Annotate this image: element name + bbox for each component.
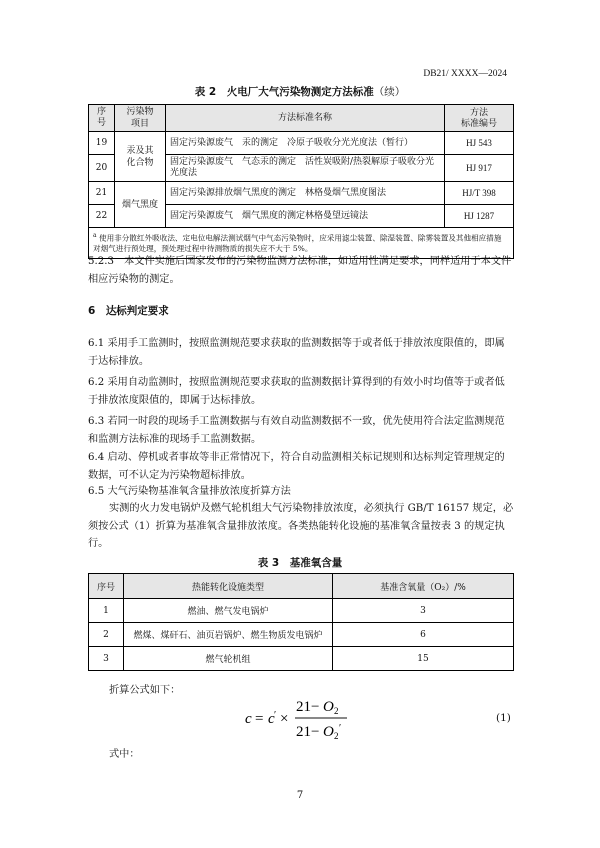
formula-denominator-o: O	[323, 724, 334, 740]
table-row	[89, 132, 514, 155]
table3	[88, 573, 514, 671]
section-6-heading	[88, 303, 169, 318]
formula-equals: =	[255, 711, 264, 727]
table2-cell-name: 固定污染源废气 汞的测定 冷原子吸收分光光度法（暂行）	[166, 132, 445, 155]
table2-caption	[0, 84, 600, 99]
table3-cell-no: 1	[89, 599, 124, 623]
formula-numerator-const: 21−	[296, 699, 320, 715]
clause-6-2: 6.2 采用自动监测时，按照监测规范要求获取的监测数据计算得到的有效小时均值等于或者低于排放浓度限值的，即属于达标排放。	[88, 377, 505, 406]
table3-cell-value: 3	[333, 599, 514, 623]
table3-cell-no: 3	[89, 647, 124, 671]
formula-prime: ′	[274, 710, 277, 721]
clause-6-5-body: 实测的火力发电锅炉及燃气轮机组大气污染物排放浓度，必须执行 GB/T 16157 规定，必须按公式（1）折算为基准氧含量排放浓度。各类热能转化设施的基准氧含量按表 3 的规定执行。	[88, 503, 514, 550]
table2-cell-item: 汞及其 化合物	[115, 132, 166, 182]
table3-cell-type: 燃油、燃气发电锅炉	[124, 599, 333, 623]
clause-6-5-title: 6.5 大气污染物基准氧含量排放浓度折算方法	[88, 486, 291, 497]
formula-numerator-o: O	[323, 699, 334, 715]
table3-cell-type: 燃煤、煤矸石、油页岩锅炉、燃生物质发电锅炉	[124, 623, 333, 647]
table2-cell-code: HJ 917	[445, 155, 514, 182]
table2-note-mark: a	[93, 232, 97, 240]
table2-cell-item: 烟气黑度	[115, 182, 166, 228]
table2-cell-no: 19	[89, 132, 115, 155]
table-row	[89, 623, 514, 647]
section-6-number: 6	[88, 305, 96, 317]
table3-cell-type: 燃气轮机组	[124, 647, 333, 671]
table3-cell-value: 15	[333, 647, 514, 671]
formula-lhs: c	[245, 711, 252, 727]
table2-cell-name: 固定污染源废气 烟气黑度的测定林格曼望远镜法	[166, 205, 445, 228]
page-number: 7	[296, 790, 304, 801]
table3-header-row	[89, 574, 514, 599]
table3-cell-value: 6	[333, 623, 514, 647]
where-label: 式中：	[109, 749, 140, 760]
formula-denominator-const: 21−	[296, 724, 320, 740]
table-row	[89, 599, 514, 623]
clause-5-2-3: 5.2.3 本文件实施后国家发布的污染物监测方法标准，如适用性满足要求，同样适用于本文件相应污染物的测定。	[88, 256, 512, 285]
table2-header-item: 污染物 项目	[115, 105, 166, 132]
formula-numerator-sub: 2	[334, 706, 339, 716]
table-row	[89, 182, 514, 205]
equation-number: (1)	[496, 712, 511, 724]
table2-cell-no: 21	[89, 182, 115, 205]
table2-cell-no: 20	[89, 155, 115, 182]
table2-header-name: 方法标准名称	[166, 105, 445, 132]
table2-cell-code: HJ/T 398	[445, 182, 514, 205]
table3-header-no: 序号	[89, 574, 124, 599]
document-code: DB21/ XXXX—2024	[423, 69, 507, 79]
table2-cell-no: 22	[89, 205, 115, 228]
clause-6-4: 6.4 启动、停机或者事故等非正常情况下，符合自动监测相关标记规则和达标判定管理规定的数据，可不认定为污染物超标排放。	[88, 452, 505, 481]
table2-cell-name: 固定污染源废气 气态汞的测定 活性炭吸附/热裂解原子吸收分光光度法	[166, 155, 445, 182]
formula-denominator-sub: 2	[334, 731, 339, 741]
table3-header-value: 基准含氧量（O₂）/%	[333, 574, 514, 599]
table2-note-text: 使用非分散红外吸收法、定电位电解法测试烟气中气态污染物时，应采用滤尘装置、除湿装置、除雾装置及其他相应措施对烟气进行预处理，预处理过程中待测物质的损失应不大于 5%。	[93, 233, 502, 254]
oxygen-conversion-formula	[243, 693, 353, 743]
table2	[88, 104, 514, 259]
table2-caption-suffix: （续）	[373, 86, 406, 98]
formula-times: ×	[280, 711, 289, 727]
table2-header-no: 序 号	[89, 105, 115, 132]
clause-6-3: 6.3 若同一时段的现场手工监测数据与有效自动监测数据不一致，优先使用符合法定监测规范和监测方法标准的现场手工监测数据。	[88, 416, 505, 445]
table2-caption-main: 表 2 火电厂大气污染物测定方法标准	[194, 86, 374, 98]
section-6-title: 达标判定要求	[105, 305, 169, 317]
table3-caption: 表 3 基准氧含量	[257, 557, 343, 569]
clause-6-1: 6.1 采用手工监测时，按照监测规范要求获取的监测数据等于或者低于排放浓度限值的，即属于达标排放。	[88, 338, 505, 367]
formula-denominator-prime: ′	[339, 723, 342, 734]
table3-header-type: 热能转化设施类型	[124, 574, 333, 599]
table3-cell-no: 2	[89, 623, 124, 647]
formula-measured-var: c	[268, 711, 275, 727]
table2-cell-code: HJ 1287	[445, 205, 514, 228]
table-row	[89, 647, 514, 671]
table2-cell-code: HJ 543	[445, 132, 514, 155]
table2-cell-name: 固定污染源排放烟气黑度的测定 林格曼烟气黑度图法	[166, 182, 445, 205]
table2-header-code: 方法 标准编号	[445, 105, 514, 132]
table2-header-row	[89, 105, 514, 132]
formula-intro: 折算公式如下：	[109, 685, 181, 696]
